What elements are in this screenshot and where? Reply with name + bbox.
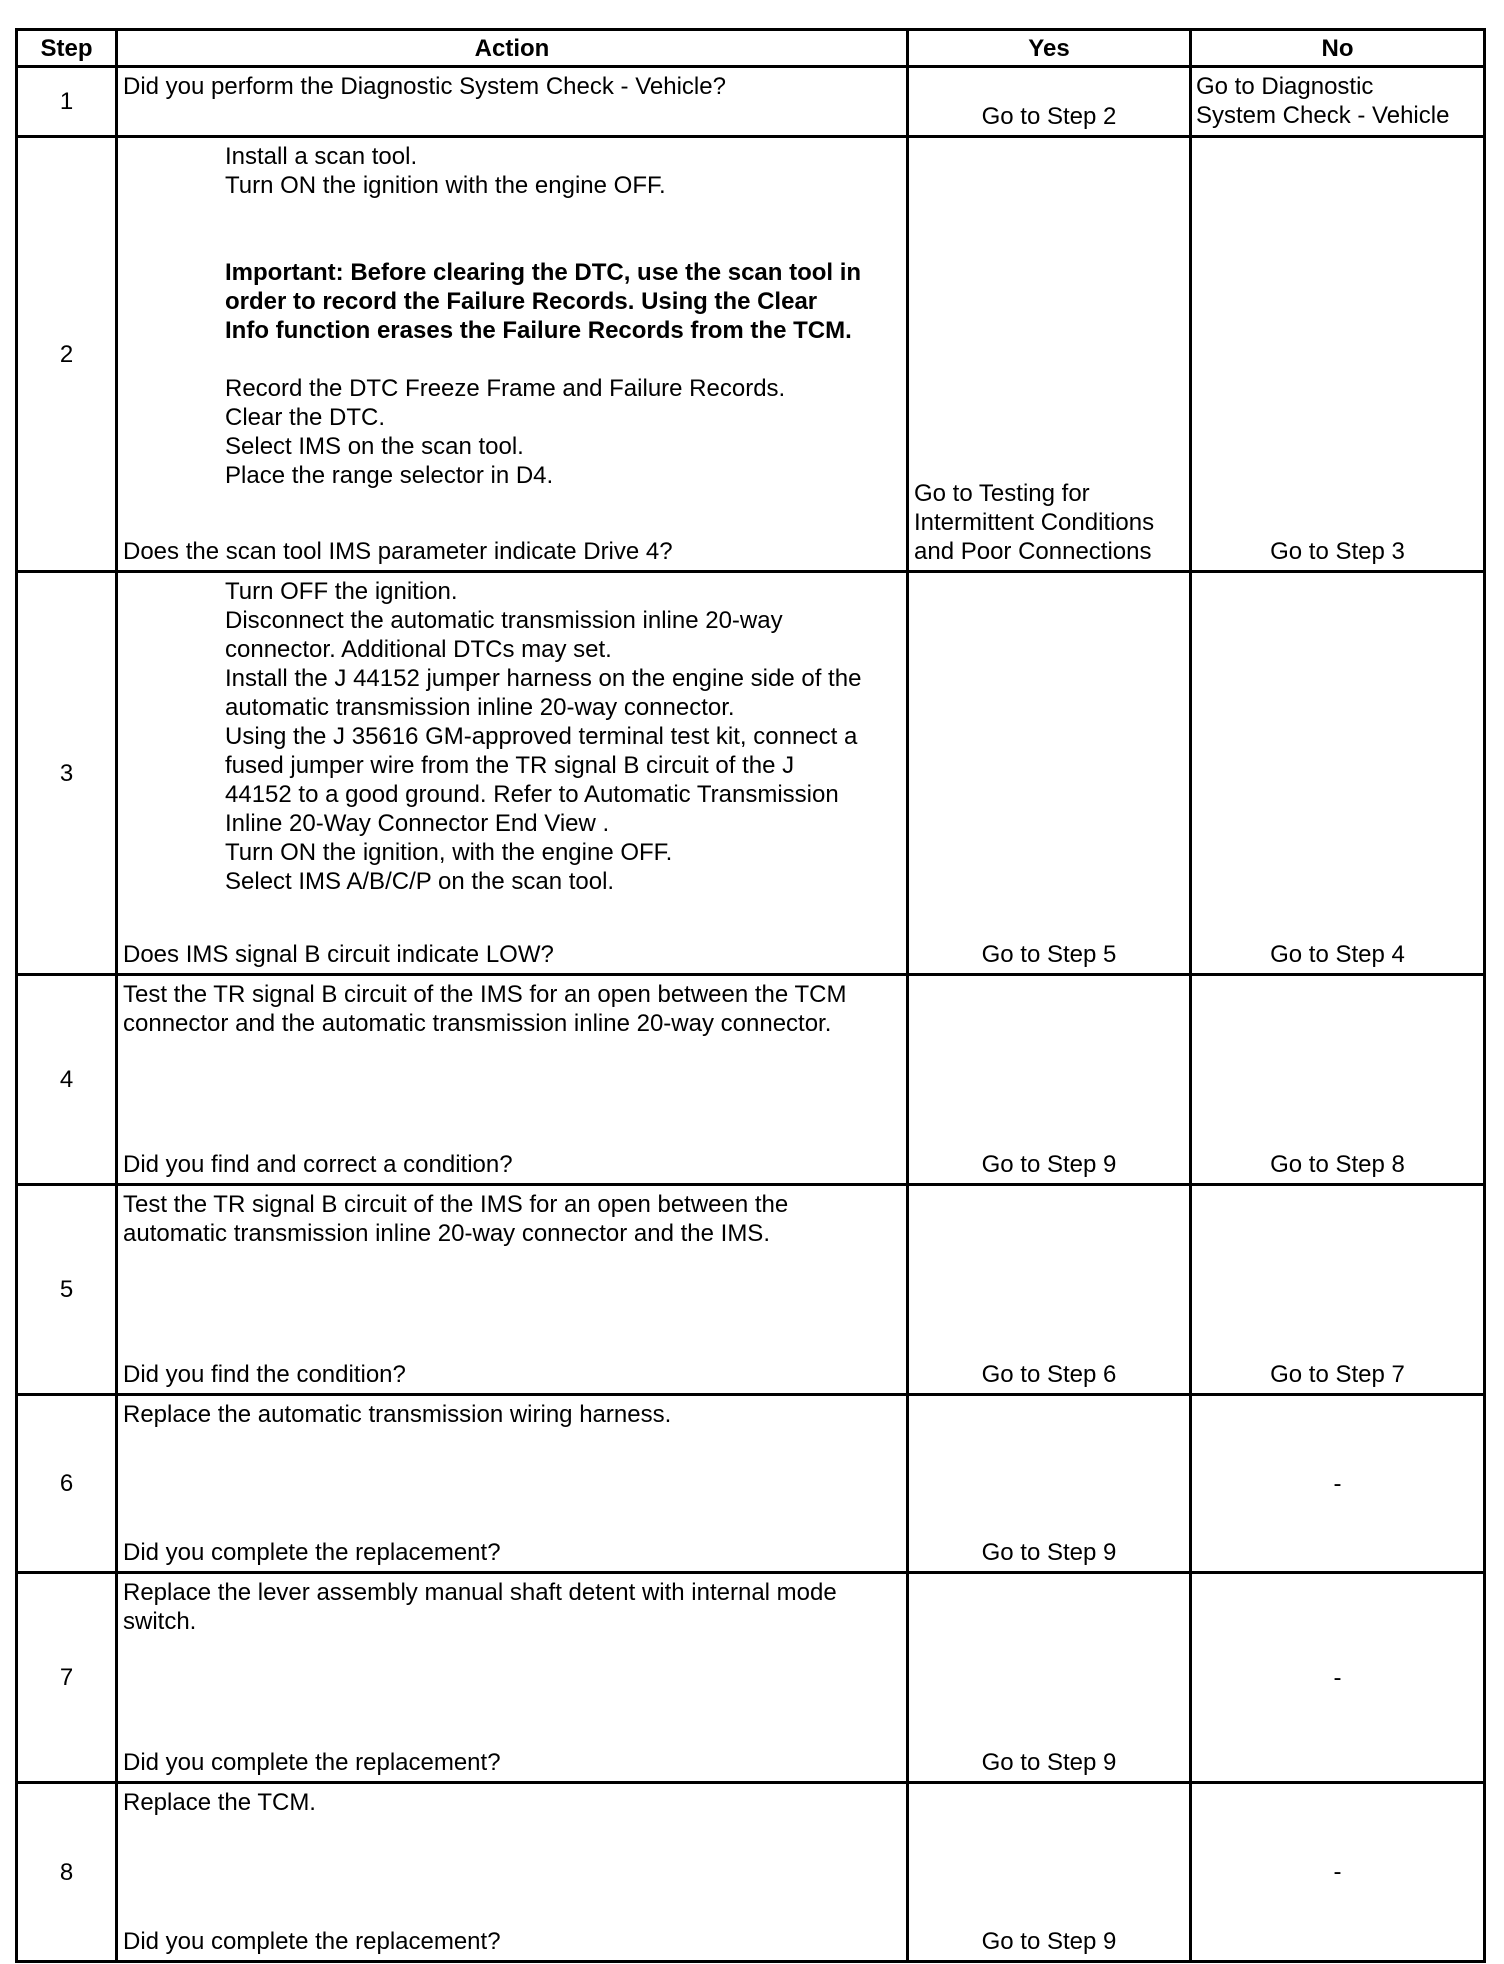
table-row <box>17 1573 1485 1783</box>
yes-cell <box>908 67 1191 137</box>
action-instructions: Turn OFF the ignition. Disconnect the automatic transmission inline 20-way connector. Additional DTCs may set. Install the J 44152 jumper harness on the engine side of the automatic transmission inline 20-way connector. Using the J 35616 GM-approved terminal test kit, connect a fused jumper wire from the TR signal B circuit of the J 44152 to a good ground. Refer to Automatic Transmission Inline 20-Way Connector End View . Turn ON the ignition, with the engine OFF. Select IMS A/B/C/P on the scan tool. <box>225 578 862 895</box>
diagnostic-table <box>15 28 1486 1963</box>
no-result: Go to Step 4 <box>1270 941 1405 968</box>
header-step: Step <box>17 30 117 67</box>
step-number: 2 <box>17 137 117 572</box>
step-number: 7 <box>17 1573 117 1783</box>
yes-cell <box>908 1185 1191 1395</box>
no-cell <box>1191 572 1485 975</box>
action-cell <box>117 1573 908 1783</box>
action-instructions: Install a scan tool. Turn ON the ignition with the engine OFF. Important: Before clearing the DTC, use the scan tool in order to record the Failure Records. Using the Clear Info function erases the Failure Records from the TCM. Record the DTC Freeze Frame and Failure Records. Clear the DTC. Select IMS on the scan tool. Place the range selector in D4. <box>123 142 904 490</box>
table-row <box>17 137 1485 572</box>
header-action: Action <box>117 30 908 67</box>
no-cell <box>1191 1395 1485 1573</box>
no-cell <box>1191 975 1485 1185</box>
yes-cell <box>908 1573 1191 1783</box>
table-header-row <box>17 30 1485 67</box>
action-question: Did you find the condition? <box>123 1361 406 1388</box>
action-cell <box>117 975 908 1185</box>
no-cell <box>1191 1185 1485 1395</box>
no-result: - <box>1333 1664 1342 1691</box>
yes-result: Go to Step 2 <box>981 103 1117 130</box>
yes-cell <box>908 137 1191 572</box>
action-instructions: Replace the TCM. <box>123 1789 316 1816</box>
no-result: Go to Diagnostic System Check - Vehicle <box>1196 73 1450 129</box>
action-question: Did you complete the replacement? <box>123 1928 501 1955</box>
header-yes: Yes <box>908 30 1191 67</box>
action-instructions: Replace the automatic transmission wiring harness. <box>123 1401 672 1428</box>
no-result: Go to Step 8 <box>1270 1151 1405 1178</box>
table-row <box>17 1185 1485 1395</box>
action-instructions: Test the TR signal B circuit of the IMS for an open between the TCM connector and the automatic transmission inline 20-way connector. <box>123 981 847 1037</box>
action-instructions: Test the TR signal B circuit of the IMS for an open between the automatic transmission inline 20-way connector and the IMS. <box>123 1191 789 1247</box>
table-row <box>17 975 1485 1185</box>
important-note: Important: Before clearing the DTC, use the scan tool in order to record the Failure Records. Using the Clear Info function erases the Failure Records from the TCM. <box>225 259 862 344</box>
action-question: Does IMS signal B circuit indicate LOW? <box>123 941 554 968</box>
action-question: Did you perform the Diagnostic System Check - Vehicle? <box>123 73 726 100</box>
no-result: Go to Step 3 <box>1270 538 1405 565</box>
header-no: No <box>1191 30 1485 67</box>
yes-result: Go to Step 6 <box>981 1361 1117 1388</box>
yes-cell <box>908 975 1191 1185</box>
action-cell <box>117 67 908 137</box>
action-question: Did you find and correct a condition? <box>123 1151 513 1178</box>
yes-result: Go to Step 9 <box>981 1539 1117 1566</box>
no-cell <box>1191 1783 1485 1962</box>
table-row <box>17 572 1485 975</box>
action-question: Did you complete the replacement? <box>123 1749 501 1776</box>
action-cell <box>117 137 908 572</box>
yes-cell <box>908 1395 1191 1573</box>
yes-result: Go to Testing for Intermittent Conditions and Poor Connections <box>914 480 1155 565</box>
yes-result: Go to Step 9 <box>981 1749 1117 1776</box>
table-row <box>17 67 1485 137</box>
step-number: 3 <box>17 572 117 975</box>
action-cell <box>117 1395 908 1573</box>
no-cell <box>1191 1573 1485 1783</box>
yes-result: Go to Step 9 <box>981 1151 1117 1178</box>
action-question: Does the scan tool IMS parameter indicate Drive 4? <box>123 538 673 565</box>
action-cell <box>117 1185 908 1395</box>
step-number: 6 <box>17 1395 117 1573</box>
no-result: - <box>1333 1470 1342 1497</box>
yes-result: Go to Step 5 <box>981 941 1117 968</box>
no-cell <box>1191 137 1485 572</box>
no-cell <box>1191 67 1485 137</box>
step-number: 4 <box>17 975 117 1185</box>
yes-result: Go to Step 9 <box>981 1928 1117 1955</box>
action-cell <box>117 572 908 975</box>
step-number: 1 <box>17 67 117 137</box>
action-instructions: Replace the lever assembly manual shaft detent with internal mode switch. <box>123 1579 837 1635</box>
yes-cell <box>908 572 1191 975</box>
action-cell <box>117 1783 908 1962</box>
step-number: 8 <box>17 1783 117 1962</box>
table-row <box>17 1395 1485 1573</box>
no-result: - <box>1333 1858 1342 1886</box>
yes-cell <box>908 1783 1191 1962</box>
table-row <box>17 1783 1485 1962</box>
step-number: 5 <box>17 1185 117 1395</box>
no-result: Go to Step 7 <box>1270 1361 1405 1388</box>
action-question: Did you complete the replacement? <box>123 1539 501 1566</box>
